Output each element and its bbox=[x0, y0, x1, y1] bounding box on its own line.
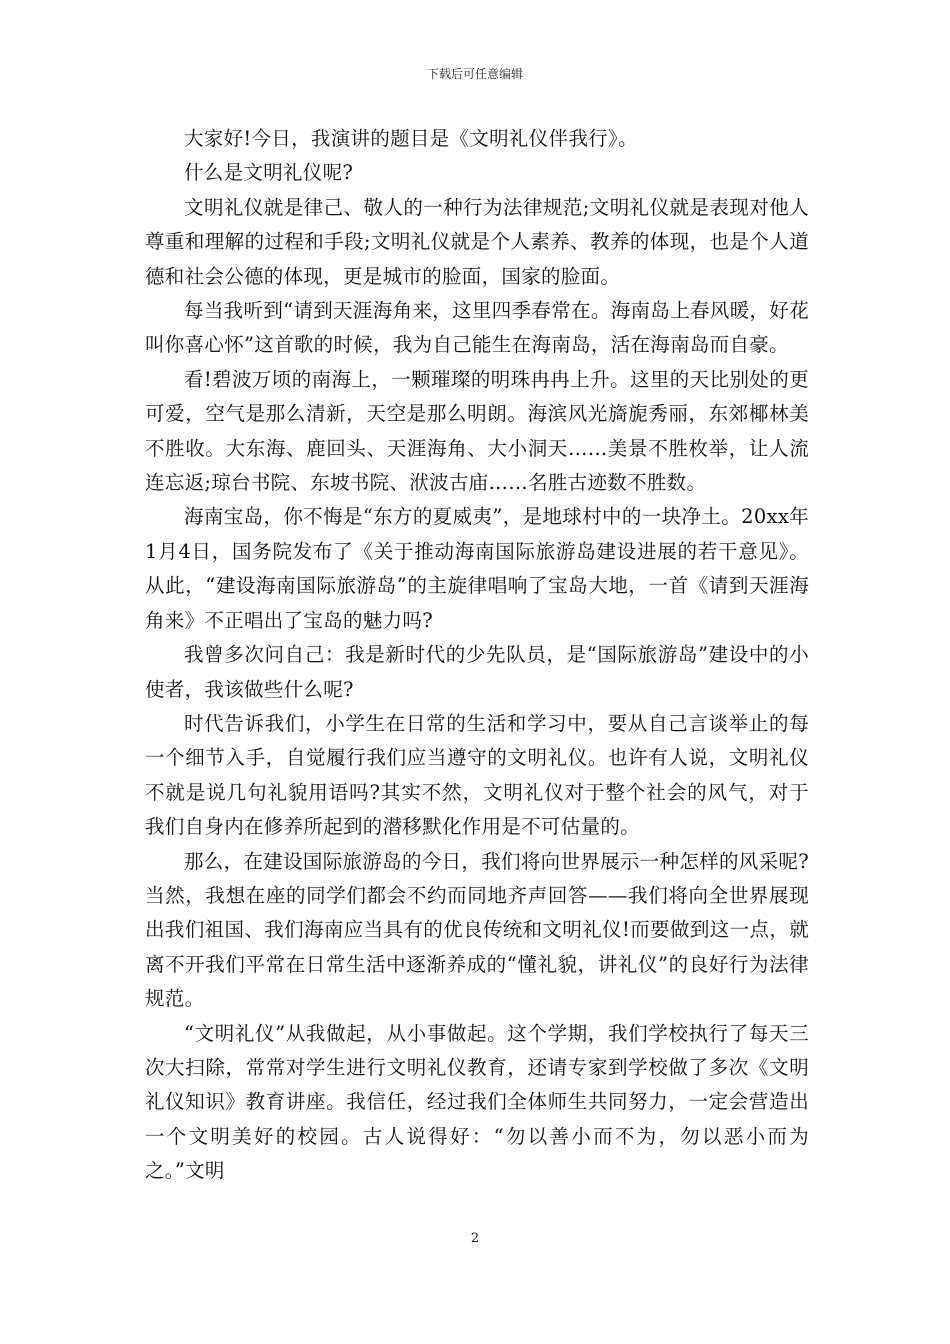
page-header: 下载后可任意编辑 bbox=[426, 67, 523, 81]
paragraph-self-question: 我曾多次问自己：我是新时代的少先队员，是“国际旅游岛”建设中的小使者，我该做些什么呢? bbox=[145, 643, 809, 701]
paragraph-question: 什么是文明礼仪呢? bbox=[184, 161, 354, 185]
paragraph-start-from-me: “文明礼仪”从我做起，从小事做起。这个学期，我们学校执行了每天三次大扫除，常常对学生进行文明礼仪教育，还请专家到学校做了多次《文明礼仪知识》教育讲座。我信任，经过我们全体师生共同努力，一定会营造出一个文明美好的校园。古人说得好：“勿以善小而不为，勿以恶小而为之。”文明 bbox=[145, 1021, 809, 1183]
document-body bbox=[145, 122, 809, 1189]
paragraph-hainan: 海南宝岛，你不悔是“东方的夏威夷”，是地球村中的一块净土。20xx年1月4日，国务院发布了《关于推动海南国际旅游岛建设进展的若干意见》。从此，“建设海南国际旅游岛”的主旋律唱响了宝岛大地，一首《请到天涯海角来》不正唱出了宝岛的魅力吗? bbox=[145, 505, 809, 632]
page-number: 2 bbox=[470, 1231, 480, 1246]
paragraph-showcase: 那么，在建设国际旅游岛的今日，我们将向世界展示一种怎样的风采呢?当然，我想在座的同学们都会不约而同地齐声回答——我们将向全世界展现出我们祖国、我们海南应当具有的优良传统和文明礼仪!而要做到这一点，就离不开我们平常在日常生活中逐渐养成的“懂礼貌，讲礼仪”的良好行为法律规范。 bbox=[145, 849, 809, 1011]
paragraph-definition: 文明礼仪就是律己、敬人的一种行为法律规范;文明礼仪就是表现对他人尊重和理解的过程和手段;文明礼仪就是个人素养、教养的体现，也是个人道德和社会公德的体现，更是城市的脸面，国家的脸面。 bbox=[145, 195, 809, 288]
paragraph-era: 时代告诉我们，小学生在日常的生活和学习中，要从自己言谈举止的每一个细节入手，自觉履行我们应当遵守的文明礼仪。也许有人说，文明礼仪不就是说几句礼貌用语吗?其实不然，文明礼仪对于整个社会的风气，对于我们自身内在修养所起到的潜移默化作用是不可估量的。 bbox=[145, 711, 809, 839]
paragraph-song: 每当我听到“请到天涯海角来，这里四季春常在。海南岛上春风暖，好花叫你喜心怀”这首歌的时候，我为自己能生在海南岛，活在海南岛而自豪。 bbox=[145, 299, 809, 357]
paragraph-scenery: 看!碧波万顷的南海上，一颗璀璨的明珠冉冉上升。这里的天比别处的更可爱，空气是那么清新，天空是那么明朗。海滨风光旖旎秀丽，东郊椰林美不胜收。大东海、鹿回头、天涯海角、大小洞天……美景不胜枚举，让人流连忘返;琼台书院、东坡书院、洑波古庙……名胜古迹数不胜数。 bbox=[145, 367, 809, 495]
paragraph-greeting: 大家好!今日，我演讲的题目是《文明礼仪伴我行》。 bbox=[184, 127, 638, 150]
